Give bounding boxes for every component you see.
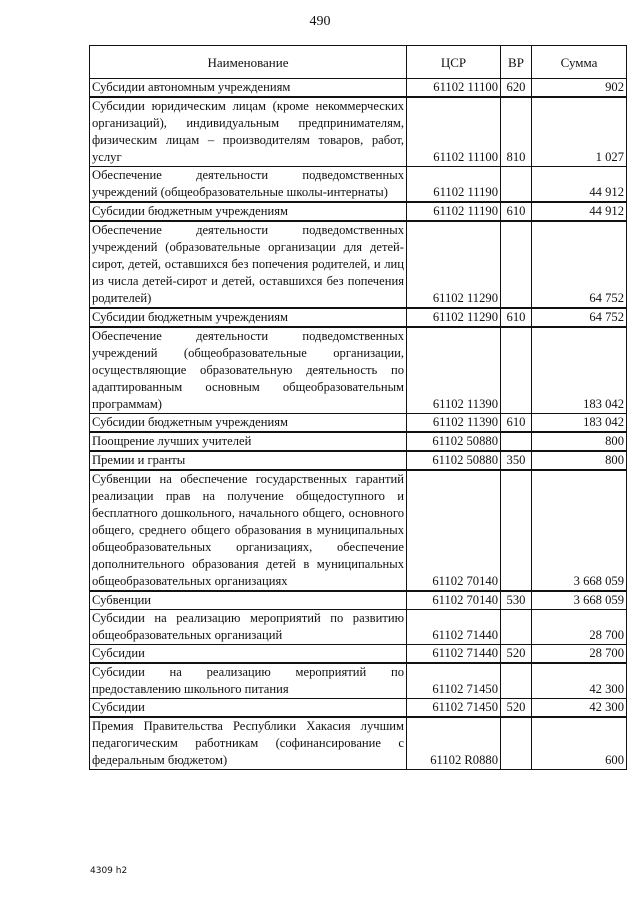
row-sum: 28 700 [532,645,627,664]
column-header-vr: ВР [501,46,532,79]
row-name: Субсидии на реализацию мероприятий по предоставлению школьного питания [90,663,407,699]
table-row [90,591,627,610]
row-csr: 61102 70140 [407,470,501,591]
table-row [90,308,627,327]
row-csr: 61102 11100 [407,79,501,98]
row-csr: 61102 70140 [407,591,501,610]
row-sum: 3 668 059 [532,591,627,610]
row-name: Обеспечение деятельности подведомственных учреждений (общеобразовательные школы-интернаты) [90,167,407,203]
row-sum: 902 [532,79,627,98]
row-name: Субсидии бюджетным учреждениям [90,414,407,433]
table-row [90,645,627,664]
table-row [90,327,627,414]
table-header-row [90,46,627,79]
table-row [90,717,627,770]
row-vr: 810 [501,97,532,167]
row-csr: 61102 71440 [407,610,501,645]
row-vr [501,610,532,645]
row-vr [501,167,532,203]
row-sum: 64 752 [532,308,627,327]
row-sum: 183 042 [532,327,627,414]
row-name: Субвенции на обеспечение государственных гарантий реализации прав на получение общедоступного и бесплатного дошкольного, начального общего, основного общего, среднего общего образования в муниципальных общеобразовательных организациях, обеспечение дополнительного образования детей в муниципальных общеобразовательных организациях [90,470,407,591]
row-sum: 600 [532,717,627,770]
row-vr: 530 [501,591,532,610]
table-row [90,451,627,470]
table-row [90,97,627,167]
row-vr: 520 [501,699,532,718]
row-vr [501,663,532,699]
row-vr [501,470,532,591]
row-vr: 620 [501,79,532,98]
row-sum: 44 912 [532,202,627,221]
table-row [90,699,627,718]
row-sum: 64 752 [532,221,627,308]
table-row [90,414,627,433]
row-csr: 61102 11390 [407,414,501,433]
table-row [90,470,627,591]
page-number: 490 [309,14,331,29]
row-vr [501,717,532,770]
row-csr: 61102 R0880 [407,717,501,770]
row-csr: 61102 50880 [407,432,501,451]
row-name: Обеспечение деятельности подведомственных учреждений (общеобразовательные организации, осуществляющие образовательную деятельность по адаптированным основным общеобразовательным программам) [90,327,407,414]
footer-mark: 4309 h2 [90,866,128,876]
row-vr: 610 [501,202,532,221]
row-name: Субвенции [90,591,407,610]
row-vr: 610 [501,414,532,433]
row-name: Поощрение лучших учителей [90,432,407,451]
row-sum: 800 [532,432,627,451]
row-csr: 61102 50880 [407,451,501,470]
column-header-name: Наименование [90,46,407,79]
row-vr [501,221,532,308]
row-csr: 61102 11290 [407,308,501,327]
row-csr: 61102 71440 [407,645,501,664]
row-name: Субсидии [90,645,407,664]
row-csr: 61102 11100 [407,97,501,167]
budget-table [89,45,627,770]
column-header-csr: ЦСР [407,46,501,79]
row-name: Субсидии бюджетным учреждениям [90,202,407,221]
table-row [90,79,627,98]
row-sum: 42 300 [532,663,627,699]
row-name: Субсидии автономным учреждениям [90,79,407,98]
row-vr: 610 [501,308,532,327]
row-name: Субсидии [90,699,407,718]
row-csr: 61102 11290 [407,221,501,308]
row-name: Субсидии юридическим лицам (кроме некоммерческих организаций), индивидуальным предпринимателям, физическим лицам – производителям товаров, работ, услуг [90,97,407,167]
row-name: Премия Правительства Республики Хакасия лучшим педагогическим работникам (софинансирование с федеральным бюджетом) [90,717,407,770]
row-vr [501,327,532,414]
row-sum: 42 300 [532,699,627,718]
table-row [90,221,627,308]
row-sum: 800 [532,451,627,470]
row-csr: 61102 11390 [407,327,501,414]
row-sum: 183 042 [532,414,627,433]
table-row [90,202,627,221]
table-row [90,610,627,645]
row-name: Субсидии на реализацию мероприятий по развитию общеобразовательных организаций [90,610,407,645]
row-csr: 61102 71450 [407,699,501,718]
row-name: Обеспечение деятельности подведомственных учреждений (образовательные организации для детей-сирот, детей, оставшихся без попечения родителей, и лиц из числа детей-сирот и детей, оставшихся без попечения родителей) [90,221,407,308]
row-vr: 350 [501,451,532,470]
row-sum: 3 668 059 [532,470,627,591]
table-row [90,663,627,699]
column-header-sum: Сумма [532,46,627,79]
row-csr: 61102 71450 [407,663,501,699]
row-sum: 1 027 [532,97,627,167]
table-row [90,432,627,451]
row-csr: 61102 11190 [407,167,501,203]
row-csr: 61102 11190 [407,202,501,221]
row-vr [501,432,532,451]
row-name: Субсидии бюджетным учреждениям [90,308,407,327]
row-sum: 28 700 [532,610,627,645]
table-row [90,167,627,203]
row-vr: 520 [501,645,532,664]
row-name: Премии и гранты [90,451,407,470]
row-sum: 44 912 [532,167,627,203]
